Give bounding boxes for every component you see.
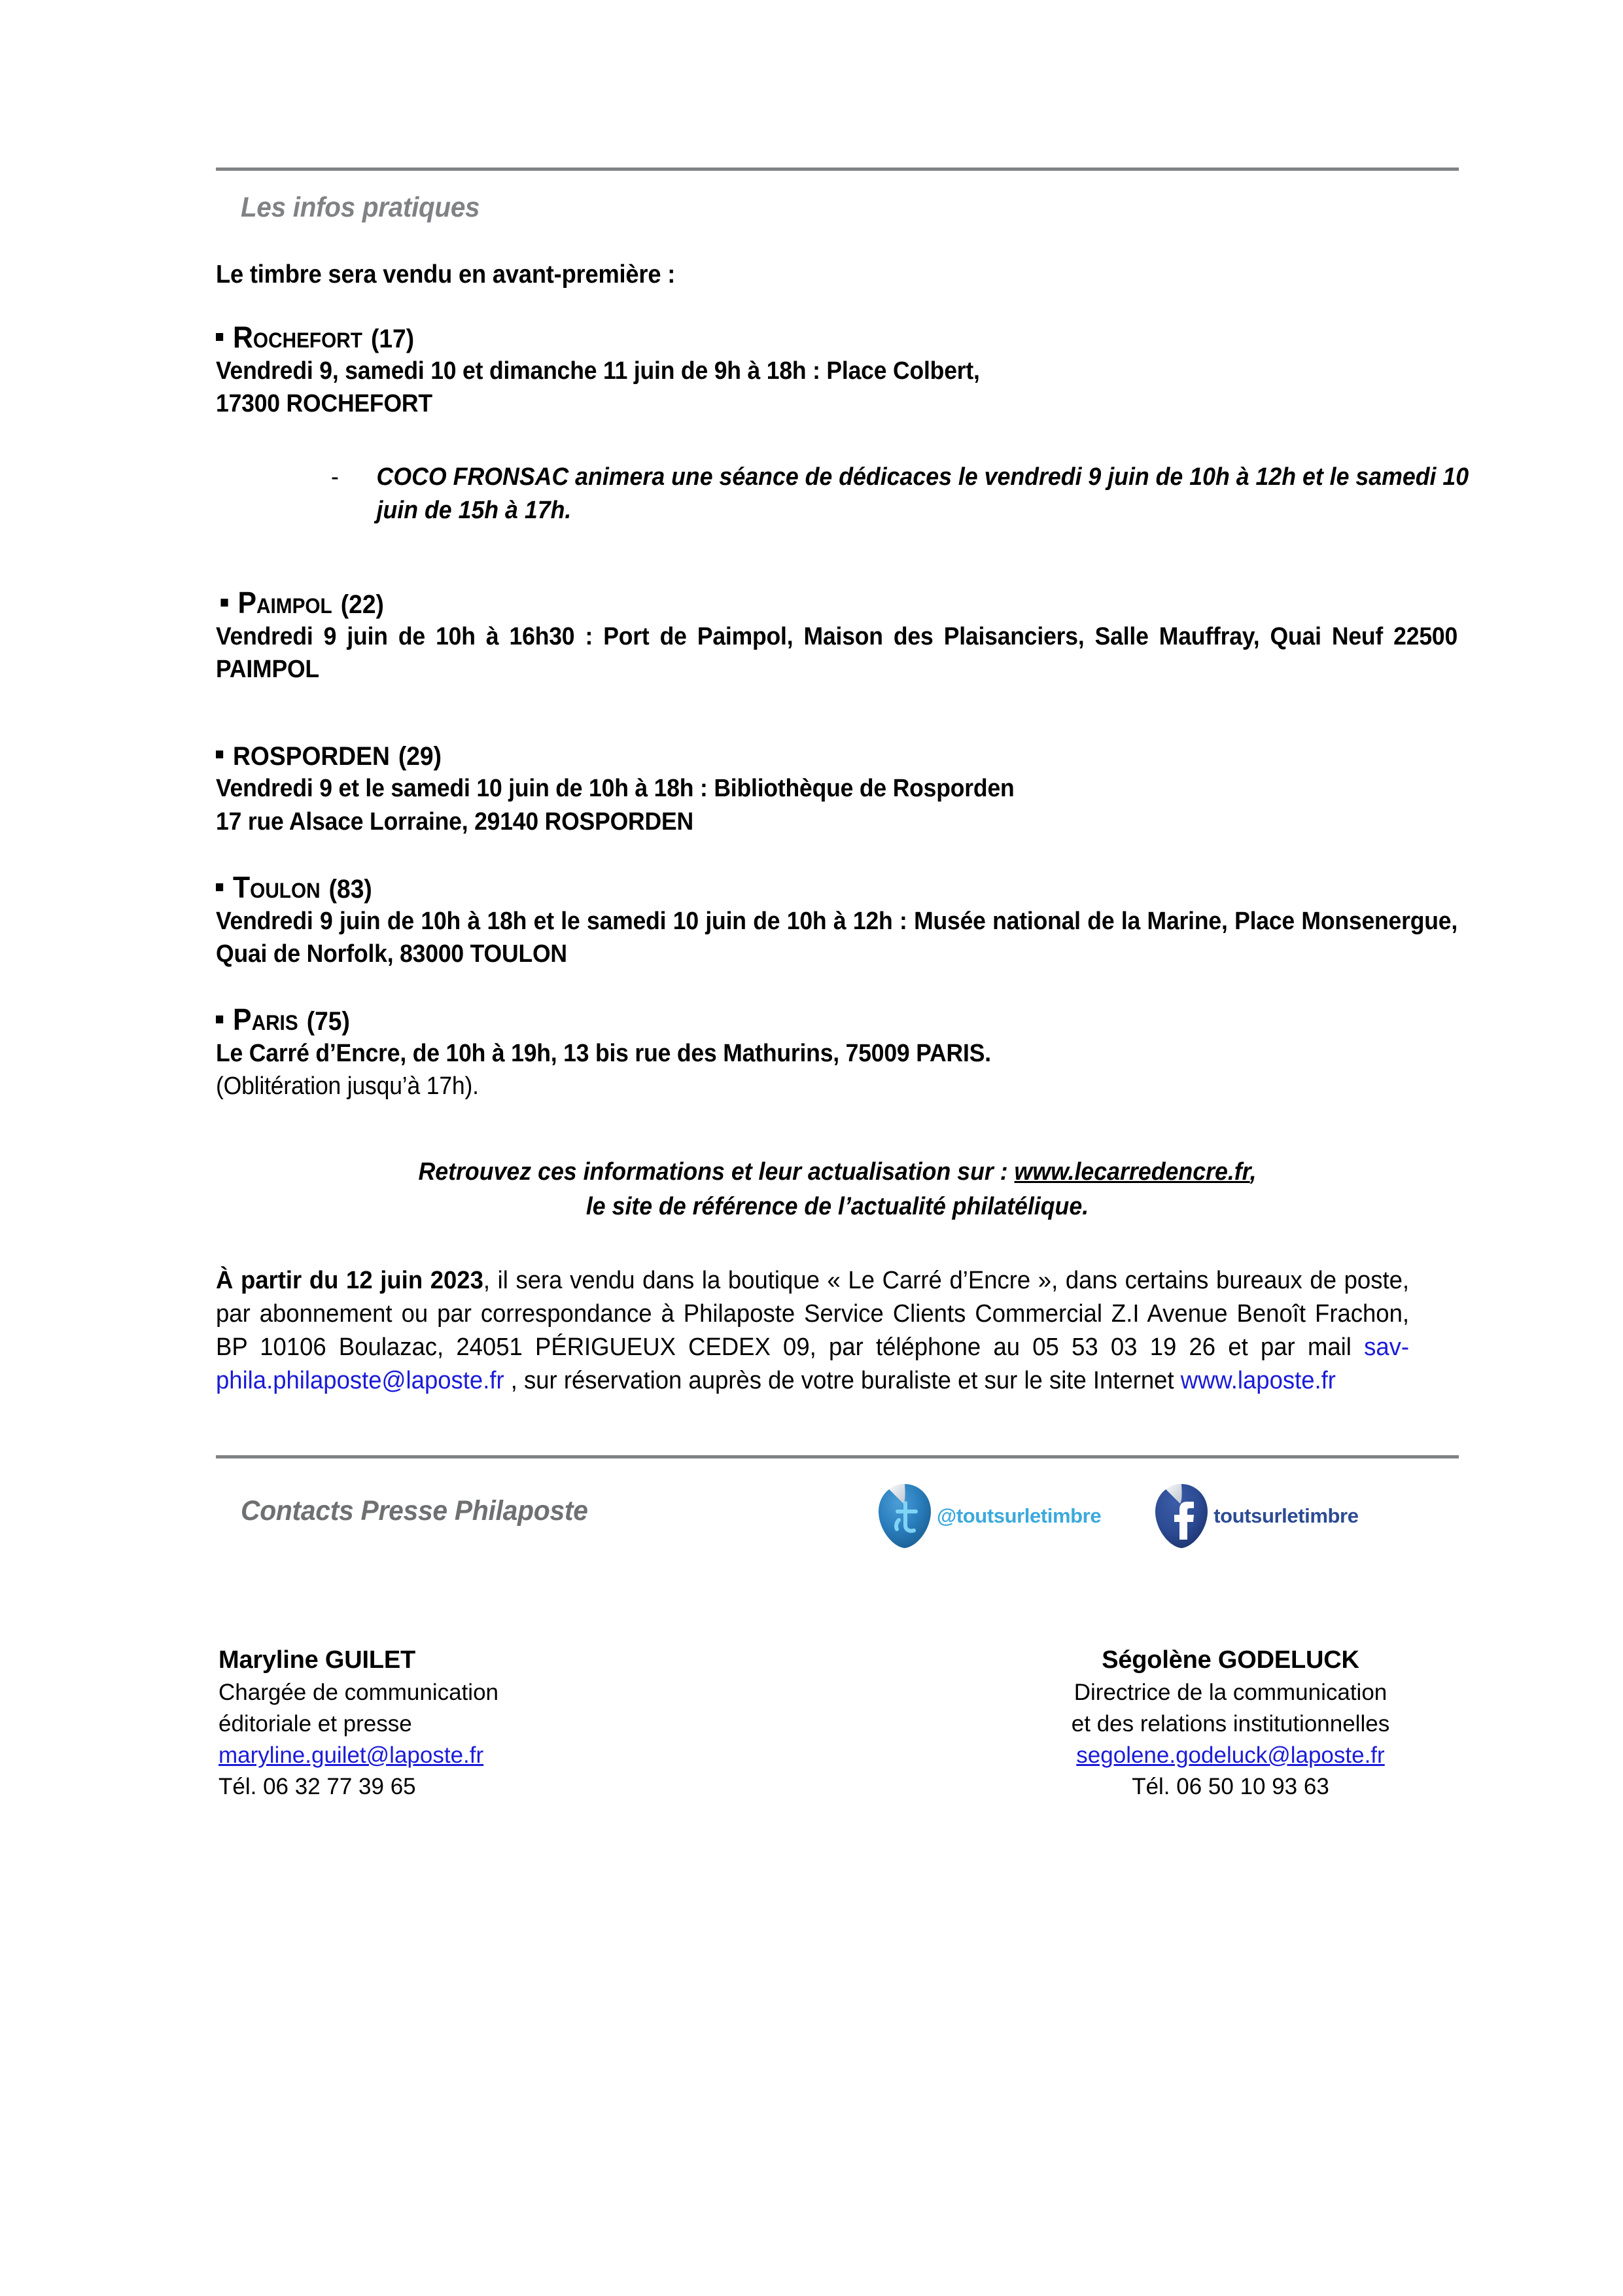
lecarredencre-link[interactable]: www.lecarredencre.fr <box>1014 1158 1250 1186</box>
availability-date: À partir du 12 juin 2023 <box>216 1267 483 1295</box>
laposte-website-link[interactable]: www.laposte.fr <box>1180 1366 1336 1394</box>
city-name-paris: Paris <box>233 1002 298 1037</box>
rochefort-line-2: 17300 ROCHEFORT <box>216 390 432 418</box>
contact-segolene-godeluck <box>1002 1643 1459 1803</box>
city-block-paimpol <box>216 588 1459 686</box>
city-name-rosporden: ROSPORDEN <box>233 742 390 771</box>
sav-phila-email-link[interactable]: sav-phila.philaposte@laposte.fr <box>216 1333 1409 1394</box>
contact-email-link[interactable]: segolene.godeluck@laposte.fr <box>1076 1742 1385 1768</box>
retrouvez-suffix: , <box>1249 1158 1257 1186</box>
contact-phone: Tél. 06 50 10 93 63 <box>1132 1773 1329 1799</box>
city-name-toulon: Toulon <box>233 870 321 904</box>
contact-maryline-guilet <box>218 1643 675 1803</box>
availability-text-1: , il sera vendu dans la boutique « Le Carré d’Encre », dans certains bureaux de poste, par abonnement ou par correspondance à Philaposte Service Clients Commercial Z.I Avenue Benoît Frachon, BP 10106 Boulazac, 24051 PÉRIGUEUX CEDEX 09, par téléphone au 05 53 03 19 26 et par mail <box>216 1267 1409 1362</box>
rochefort-dedication-note <box>331 461 1499 527</box>
square-bullet-icon <box>216 1016 223 1023</box>
city-details-toulon: Vendredi 9 juin de 10h à 18h et le samedi 10 juin de 10h à 12h : Musée national de la Marine, Place Monsenergue, Quai de Norfolk, 83000 TOULON <box>216 907 1458 968</box>
city-heading-paris <box>216 1002 1372 1037</box>
divider-bottom <box>216 1455 1459 1458</box>
square-bullet-icon <box>216 883 223 891</box>
facebook-icon[interactable] <box>1153 1482 1210 1550</box>
retrouvez-line-2: le site de référence de l’actualité philatélique. <box>585 1192 1089 1220</box>
city-dept-toulon: (83) <box>328 874 372 904</box>
city-dept-rochefort: (17) <box>370 325 415 353</box>
contact-email-row <box>218 1740 675 1771</box>
rochefort-line-1: Vendredi 9, samedi 10 et dimanche 11 juin de 9h à 18h : Place Colbert, <box>216 357 980 385</box>
city-block-paris <box>216 1004 1459 1103</box>
city-block-rochefort <box>216 320 1469 527</box>
retrouvez-prefix: Retrouvez ces informations et leur actualisation sur : <box>418 1158 1015 1186</box>
twitter-icon[interactable] <box>877 1482 933 1550</box>
paris-line-1: Le Carré d’Encre, de 10h à 19h, 13 bis rue des Mathurins, 75009 PARIS. <box>216 1040 991 1068</box>
city-name-paimpol: Paimpol <box>237 586 332 620</box>
city-heading-rosporden <box>216 743 1372 769</box>
facebook-page-label[interactable]: toutsurletimbre <box>1213 1504 1359 1527</box>
paris-oblitation-note: (Oblitération jusqu’à 17h). <box>216 1072 479 1101</box>
contact-email-row <box>1002 1740 1459 1771</box>
rochefort-note-text: COCO FRONSAC animera une séance de dédicaces le vendredi 9 juin de 10h à 12h et le samedi 10 juin de 15h à 17h. <box>376 463 1469 525</box>
city-dept-paimpol: (22) <box>340 590 384 620</box>
contact-role-line-1: Chargée de communication <box>218 1679 499 1705</box>
city-heading-paimpol <box>216 588 1372 618</box>
contact-role-line-2: éditoriale et presse <box>218 1710 412 1737</box>
contacts-row <box>216 1643 1459 1803</box>
city-heading-toulon <box>216 872 1372 902</box>
city-name-rochefort: Rochefort <box>233 320 362 354</box>
contact-role-line-1: Directrice de la communication <box>1073 1679 1387 1705</box>
contacts-title: Contacts Presse Philaposte <box>241 1494 588 1527</box>
city-details-rosporden <box>216 772 1457 838</box>
contact-name: Ségolène GODELUCK <box>1102 1646 1359 1674</box>
square-bullet-icon <box>220 599 228 607</box>
footer-header <box>216 1481 1459 1566</box>
city-details-rochefort <box>216 355 1457 420</box>
contact-email-link[interactable]: maryline.guilet@laposte.fr <box>218 1742 484 1768</box>
facebook-social-item[interactable] <box>1153 1482 1358 1550</box>
contact-role-line-2: et des relations institutionnelles <box>1071 1710 1390 1737</box>
lead-paragraph: Le timbre sera vendu en avant-première : <box>216 260 676 289</box>
contact-name: Maryline GUILET <box>218 1646 416 1674</box>
social-links <box>877 1482 1359 1550</box>
city-block-toulon <box>216 872 1459 970</box>
city-heading-rochefort <box>216 322 1372 352</box>
square-bullet-icon <box>216 751 223 758</box>
section-heading: Les infos pratiques <box>241 192 480 223</box>
city-dept-paris: (75) <box>306 1007 350 1036</box>
availability-text-2: , sur réservation auprès de votre buraliste et sur le site Internet <box>504 1366 1181 1394</box>
rosporden-line-1: Vendredi 9 et le samedi 10 juin de 10h à 18h : Bibliothèque de Rosporden <box>216 775 1015 803</box>
twitter-handle-label[interactable]: @toutsurletimbre <box>937 1504 1102 1527</box>
city-details-paimpol: Vendredi 9 juin de 10h à 16h30 : Port de Paimpol, Maison des Plaisanciers, Salle Mauffray, Quai Neuf 22500 PAIMPOL <box>216 623 1458 684</box>
content-column <box>216 0 1469 1803</box>
divider-top <box>216 168 1459 171</box>
city-dept-rosporden: (29) <box>398 742 442 771</box>
square-bullet-icon <box>216 333 223 341</box>
city-details-paris <box>216 1037 1457 1103</box>
availability-paragraph <box>216 1264 1409 1398</box>
city-block-rosporden <box>216 743 1459 838</box>
rosporden-line-2: 17 rue Alsace Lorraine, 29140 ROSPORDEN <box>216 807 693 836</box>
contact-phone: Tél. 06 32 77 39 65 <box>218 1773 416 1799</box>
dash-bullet: - <box>331 463 339 491</box>
twitter-social-item[interactable] <box>877 1482 1101 1550</box>
retrouvez-block <box>253 1155 1422 1224</box>
